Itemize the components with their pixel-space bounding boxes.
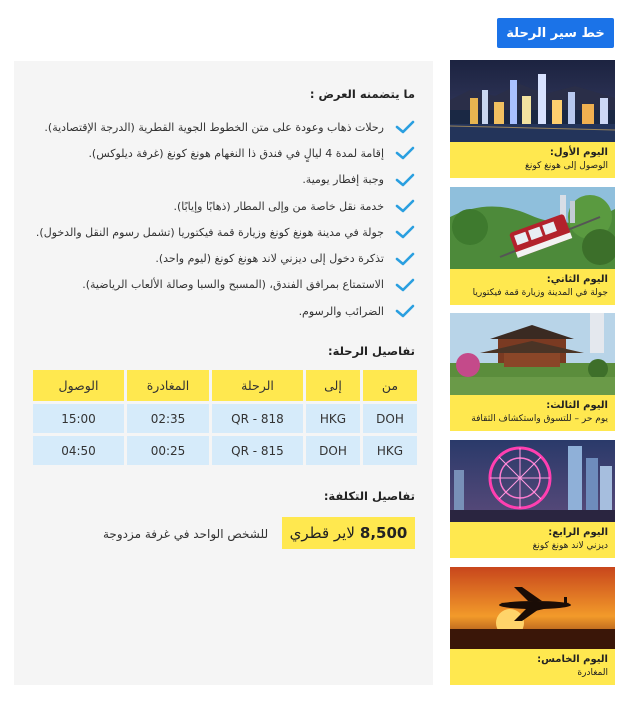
- list-item-text: وجبة إفطار يومية.: [302, 173, 384, 187]
- table-row: [33, 404, 417, 433]
- day-subtitle: المغادرة: [577, 668, 608, 678]
- list-item: [25, 167, 415, 193]
- day-title: اليوم الثالث:: [546, 400, 608, 411]
- check-icon: [395, 225, 415, 239]
- check-icon: [395, 304, 415, 318]
- table-cell: HKG: [306, 404, 360, 433]
- table-cell: 00:25: [127, 436, 209, 465]
- list-item-text: تذكرة دخول إلى ديزني لاند هونغ كونغ (ليوم واحد).: [155, 252, 384, 266]
- day-card-5[interactable]: [450, 567, 615, 685]
- list-item-text: خدمة نقل خاصة من وإلى المطار (ذهابًا وإيابًا).: [173, 199, 384, 213]
- offer-includes-list: [25, 114, 415, 324]
- list-item-text: الاستمتاع بمرافق الفندق، (المسبح والسبا وصالة الألعاب الرياضية).: [82, 278, 384, 292]
- day-subtitle: جولة في المدينة وزيارة قمة فيكتوريا: [472, 288, 608, 298]
- check-icon: [395, 252, 415, 266]
- day-card-1[interactable]: [450, 60, 615, 178]
- day-subtitle: ديزني لاند هونغ كونغ: [532, 541, 608, 551]
- price-amount: 8,500: [359, 524, 408, 542]
- table-cell: 02:35: [127, 404, 209, 433]
- table-cell: QR - 815: [212, 436, 303, 465]
- table-header-row: [33, 370, 417, 401]
- day-title: اليوم الثاني:: [546, 274, 608, 285]
- itinerary-title-button[interactable]: خط سير الرحلة: [497, 18, 614, 48]
- check-icon: [395, 173, 415, 187]
- day-caption: [450, 269, 615, 305]
- airplane-sunset-image: [450, 567, 615, 649]
- flight-details-table: [30, 367, 420, 468]
- day-caption: [450, 522, 615, 558]
- column-header-to: إلى: [306, 370, 360, 401]
- list-item: [25, 140, 415, 166]
- victoria-peak-tram-image: [450, 187, 615, 269]
- offer-details-panel: [14, 61, 433, 685]
- day-subtitle: الوصول إلى هونغ كونغ: [525, 161, 608, 171]
- day-caption: [450, 142, 615, 178]
- list-item-text: رحلات ذهاب وعودة على متن الخطوط الجوية القطرية (الدرجة الإقتصادية).: [44, 120, 384, 134]
- ferris-wheel-night-image: [450, 440, 615, 522]
- price-badge: [282, 517, 415, 549]
- flight-details-heading: تفاصيل الرحلة:: [328, 344, 415, 358]
- table-cell: 15:00: [33, 404, 124, 433]
- list-item-text: الضرائب والرسوم.: [298, 304, 384, 318]
- day-title: اليوم الأول:: [549, 147, 608, 158]
- list-item: [25, 245, 415, 271]
- price-currency: لاير قطري: [289, 524, 355, 542]
- day-subtitle: يوم حر – للتسوق واستكشاف الثقافة: [471, 414, 608, 424]
- table-cell: DOH: [363, 404, 417, 433]
- table-cell: 04:50: [33, 436, 124, 465]
- cost-details-heading: تفاصيل التكلفة:: [323, 489, 415, 503]
- table-cell: HKG: [363, 436, 417, 465]
- check-icon: [395, 278, 415, 292]
- list-item: [25, 219, 415, 245]
- day-card-4[interactable]: [450, 440, 615, 558]
- column-header-arrival: الوصول: [33, 370, 124, 401]
- check-icon: [395, 120, 415, 134]
- column-header-flight: الرحلة: [212, 370, 303, 401]
- column-header-from: من: [363, 370, 417, 401]
- list-item: [25, 272, 415, 298]
- day-card-3[interactable]: [450, 313, 615, 431]
- table-row: [33, 436, 417, 465]
- list-item: [25, 193, 415, 219]
- offer-heading: ما يتضمنه العرض :: [309, 87, 415, 101]
- hong-kong-night-skyline-image: [450, 60, 615, 142]
- chinese-temple-garden-image: [450, 313, 615, 395]
- list-item-text: جولة في مدينة هونغ كونغ وزيارة قمة فيكتوريا (تشمل رسوم النقل والدخول).: [35, 225, 384, 239]
- list-item: [25, 114, 415, 140]
- table-cell: DOH: [306, 436, 360, 465]
- day-caption: [450, 649, 615, 685]
- day-title: اليوم الرابع:: [548, 527, 608, 538]
- table-cell: QR - 818: [212, 404, 303, 433]
- price-note: للشخص الواحد في غرفة مزدوجة: [103, 527, 269, 541]
- day-card-2[interactable]: [450, 187, 615, 305]
- column-header-departure: المغادرة: [127, 370, 209, 401]
- day-title: اليوم الخامس:: [537, 654, 608, 665]
- list-item: [25, 298, 415, 324]
- list-item-text: إقامة لمدة 4 ليالٍ في فندق ذا النغهام هونغ كونغ (غرفة ديلوكس).: [88, 146, 384, 160]
- check-icon: [395, 199, 415, 213]
- day-caption: [450, 395, 615, 431]
- check-icon: [395, 146, 415, 160]
